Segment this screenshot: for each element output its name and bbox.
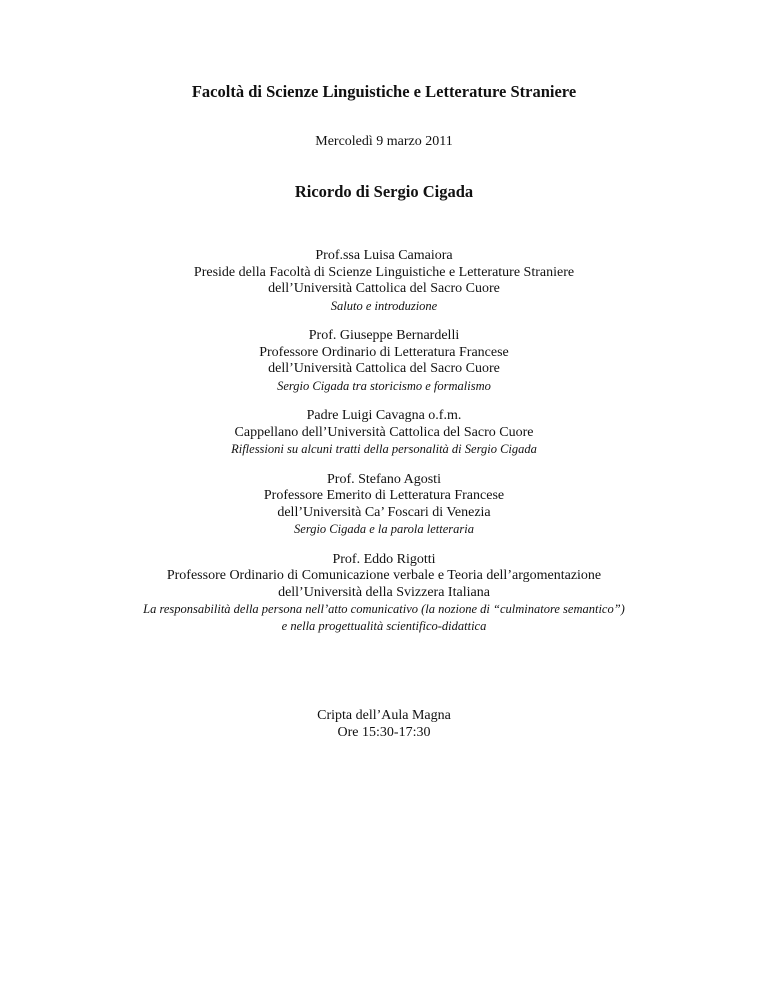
speaker-entry: [0, 408, 768, 458]
talk-title: Sergio Cigada e la parola letteraria: [294, 522, 474, 536]
faculty-heading: Facoltà di Scienze Linguistiche e Letterature Straniere: [191, 82, 577, 101]
speaker-entry: [0, 472, 768, 538]
speaker-role-line: Professore Ordinario di Comunicazione verbale e Teoria dell’argomentazione: [166, 568, 602, 583]
speaker-role-line: dell’Università Cattolica del Sacro Cuore: [268, 361, 500, 376]
speaker-name: Prof. Giuseppe Bernardelli: [308, 328, 460, 343]
speaker-role-line: dell’Università Cattolica del Sacro Cuore: [268, 281, 500, 296]
speaker-entry: [0, 248, 768, 314]
speaker-name: Padre Luigi Cavagna o.f.m.: [306, 408, 462, 423]
speaker-name: Prof.ssa Luisa Camaiora: [315, 248, 453, 263]
talk-title: Saluto e introduzione: [330, 298, 438, 313]
speaker-entry: [0, 328, 768, 394]
talk-title: La responsabilità della persona nell’atto comunicativo (la nozione di “culminatore semantico”): [143, 602, 625, 616]
speaker-entry: [0, 552, 768, 635]
event-title: Ricordo di Sergio Cigada: [294, 182, 474, 201]
talk-title: Riflessioni su alcuni tratti della personalità di Sergio Cigada: [231, 442, 537, 456]
speaker-role-line: dell’Università Ca’ Foscari di Venezia: [277, 504, 491, 520]
speaker-list: [0, 248, 768, 648]
speaker-role-line: Cappellano dell’Università Cattolica del Sacro Cuore: [234, 424, 534, 440]
venue-place: Cripta dell’Aula Magna: [317, 708, 451, 723]
event-time: Ore 15:30-17:30: [337, 724, 431, 740]
talk-title: Sergio Cigada tra storicismo e formalismo: [277, 378, 491, 393]
event-date: Mercoledì 9 marzo 2011: [315, 134, 453, 149]
speaker-name: Prof. Stefano Agosti: [327, 471, 441, 487]
speaker-role-line: Professore Emerito di Letteratura Francese: [263, 488, 505, 503]
speaker-role-line: Professore Ordinario di Letteratura Francese: [259, 344, 509, 360]
speaker-role-line: dell’Università della Svizzera Italiana: [278, 584, 490, 600]
speaker-name: Prof. Eddo Rigotti: [332, 551, 436, 567]
speaker-role-line: Preside della Facoltà di Scienze Linguistiche e Letterature Straniere: [193, 264, 575, 280]
talk-title: e nella progettualità scientifico-didattica: [281, 618, 487, 633]
venue-info: [0, 708, 768, 741]
